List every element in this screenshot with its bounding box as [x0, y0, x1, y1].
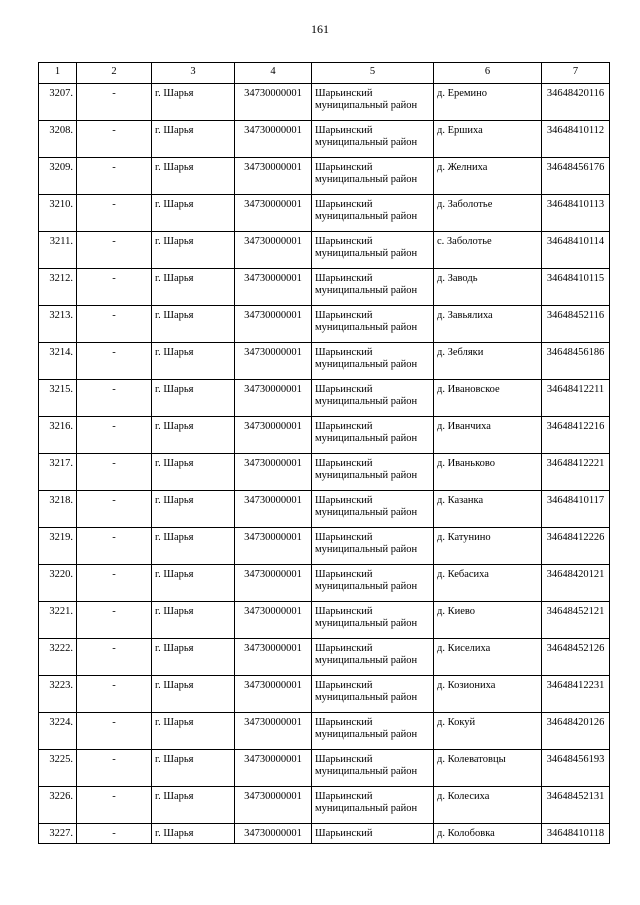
column-2-cell: -: [77, 787, 152, 824]
column-2-cell: -: [77, 491, 152, 528]
table-row: [39, 84, 610, 121]
column-2-cell: -: [77, 602, 152, 639]
settlement-cell: д. Ершиха: [434, 121, 542, 158]
city-cell: г. Шарья: [152, 454, 235, 491]
row-number-cell: 3215.: [39, 380, 77, 417]
oktmo-code-cell: 34730000001: [235, 676, 312, 713]
city-cell: г. Шарья: [152, 417, 235, 454]
oktmo-code-cell: 34730000001: [235, 343, 312, 380]
row-number-cell: 3207.: [39, 84, 77, 121]
row-number-cell: 3209.: [39, 158, 77, 195]
city-cell: г. Шарья: [152, 528, 235, 565]
column-2-cell: -: [77, 158, 152, 195]
oktmo-code-cell: 34730000001: [235, 380, 312, 417]
row-number-cell: 3211.: [39, 232, 77, 269]
okato-code-cell: 34648410114: [542, 232, 610, 269]
okato-code-cell: 34648410113: [542, 195, 610, 232]
district-cell: Шарьинский муниципальный район: [312, 269, 434, 306]
district-cell: Шарьинский муниципальный район: [312, 528, 434, 565]
oktmo-code-cell: 34730000001: [235, 121, 312, 158]
settlement-cell: д. Желниха: [434, 158, 542, 195]
city-cell: г. Шарья: [152, 343, 235, 380]
city-cell: г. Шарья: [152, 750, 235, 787]
okato-code-cell: 34648456193: [542, 750, 610, 787]
settlement-cell: д. Иванчиха: [434, 417, 542, 454]
column-header: 5: [312, 63, 434, 84]
city-cell: г. Шарья: [152, 380, 235, 417]
settlement-cell: д. Завьялиха: [434, 306, 542, 343]
table-row: [39, 491, 610, 528]
district-cell: Шарьинский муниципальный район: [312, 84, 434, 121]
registry-table: [38, 62, 610, 844]
okato-code-cell: 34648412231: [542, 676, 610, 713]
row-number-cell: 3218.: [39, 491, 77, 528]
table-row: [39, 158, 610, 195]
table-row: [39, 787, 610, 824]
district-cell: Шарьинский муниципальный район: [312, 787, 434, 824]
table-row: [39, 380, 610, 417]
city-cell: г. Шарья: [152, 121, 235, 158]
column-2-cell: -: [77, 121, 152, 158]
row-number-cell: 3212.: [39, 269, 77, 306]
oktmo-code-cell: 34730000001: [235, 565, 312, 602]
district-cell: Шарьинский муниципальный район: [312, 195, 434, 232]
city-cell: г. Шарья: [152, 84, 235, 121]
oktmo-code-cell: 34730000001: [235, 269, 312, 306]
row-number-cell: 3219.: [39, 528, 77, 565]
column-2-cell: -: [77, 528, 152, 565]
district-cell: Шарьинский муниципальный район: [312, 343, 434, 380]
city-cell: г. Шарья: [152, 269, 235, 306]
table-row: [39, 639, 610, 676]
oktmo-code-cell: 34730000001: [235, 491, 312, 528]
column-2-cell: -: [77, 306, 152, 343]
row-number-cell: 3213.: [39, 306, 77, 343]
city-cell: г. Шарья: [152, 565, 235, 602]
city-cell: г. Шарья: [152, 491, 235, 528]
city-cell: г. Шарья: [152, 602, 235, 639]
row-number-cell: 3220.: [39, 565, 77, 602]
settlement-cell: д. Колеватовцы: [434, 750, 542, 787]
oktmo-code-cell: 34730000001: [235, 306, 312, 343]
oktmo-code-cell: 34730000001: [235, 84, 312, 121]
oktmo-code-cell: 34730000001: [235, 454, 312, 491]
table-row: [39, 676, 610, 713]
settlement-cell: д. Катунино: [434, 528, 542, 565]
row-number-cell: 3223.: [39, 676, 77, 713]
column-header: 1: [39, 63, 77, 84]
page-number: 161: [311, 22, 329, 36]
table-row: [39, 121, 610, 158]
okato-code-cell: 34648410117: [542, 491, 610, 528]
table-row: [39, 232, 610, 269]
city-cell: г. Шарья: [152, 676, 235, 713]
table-body: [39, 84, 610, 844]
oktmo-code-cell: 34730000001: [235, 528, 312, 565]
district-cell: Шарьинский муниципальный район: [312, 639, 434, 676]
settlement-cell: д. Ивановское: [434, 380, 542, 417]
okato-code-cell: 34648456176: [542, 158, 610, 195]
settlement-cell: д. Иваньково: [434, 454, 542, 491]
oktmo-code-cell: 34730000001: [235, 639, 312, 676]
settlement-cell: д. Козиониха: [434, 676, 542, 713]
oktmo-code-cell: 34730000001: [235, 824, 312, 844]
table-row: [39, 269, 610, 306]
settlement-cell: д. Киселиха: [434, 639, 542, 676]
row-number-cell: 3226.: [39, 787, 77, 824]
table-row: [39, 713, 610, 750]
okato-code-cell: 34648420121: [542, 565, 610, 602]
table-row: [39, 454, 610, 491]
settlement-cell: д. Киево: [434, 602, 542, 639]
district-cell: Шарьинский муниципальный район: [312, 602, 434, 639]
table-row: [39, 602, 610, 639]
column-header: 7: [542, 63, 610, 84]
okato-code-cell: 34648412221: [542, 454, 610, 491]
column-2-cell: -: [77, 232, 152, 269]
settlement-cell: д. Колобовка: [434, 824, 542, 844]
table-header-row: [39, 63, 610, 84]
column-2-cell: -: [77, 380, 152, 417]
oktmo-code-cell: 34730000001: [235, 195, 312, 232]
row-number-cell: 3210.: [39, 195, 77, 232]
city-cell: г. Шарья: [152, 306, 235, 343]
column-header: 2: [77, 63, 152, 84]
district-cell: Шарьинский муниципальный район: [312, 565, 434, 602]
column-header: 3: [152, 63, 235, 84]
column-2-cell: -: [77, 343, 152, 380]
oktmo-code-cell: 34730000001: [235, 750, 312, 787]
table-row: [39, 417, 610, 454]
table-row: [39, 528, 610, 565]
table-row: [39, 750, 610, 787]
oktmo-code-cell: 34730000001: [235, 787, 312, 824]
settlement-cell: д. Казанка: [434, 491, 542, 528]
column-2-cell: -: [77, 454, 152, 491]
okato-code-cell: 34648412211: [542, 380, 610, 417]
okato-code-cell: 34648452116: [542, 306, 610, 343]
district-cell: Шарьинский муниципальный район: [312, 676, 434, 713]
row-number-cell: 3225.: [39, 750, 77, 787]
table-row: [39, 824, 610, 844]
table-row: [39, 306, 610, 343]
district-cell: Шарьинский муниципальный район: [312, 306, 434, 343]
column-2-cell: -: [77, 417, 152, 454]
district-cell: Шарьинский: [312, 824, 434, 844]
okato-code-cell: 34648456186: [542, 343, 610, 380]
okato-code-cell: 34648410118: [542, 824, 610, 844]
district-cell: Шарьинский муниципальный район: [312, 232, 434, 269]
row-number-cell: 3208.: [39, 121, 77, 158]
settlement-cell: д. Заболотье: [434, 195, 542, 232]
oktmo-code-cell: 34730000001: [235, 158, 312, 195]
district-cell: Шарьинский муниципальный район: [312, 454, 434, 491]
settlement-cell: д. Кокуй: [434, 713, 542, 750]
row-number-cell: 3214.: [39, 343, 77, 380]
city-cell: г. Шарья: [152, 639, 235, 676]
district-cell: Шарьинский муниципальный район: [312, 750, 434, 787]
settlement-cell: д. Кебасиха: [434, 565, 542, 602]
settlement-cell: д. Заводь: [434, 269, 542, 306]
district-cell: Шарьинский муниципальный район: [312, 713, 434, 750]
column-2-cell: -: [77, 269, 152, 306]
settlement-cell: д. Колесиха: [434, 787, 542, 824]
row-number-cell: 3217.: [39, 454, 77, 491]
column-2-cell: -: [77, 84, 152, 121]
district-cell: Шарьинский муниципальный район: [312, 417, 434, 454]
okato-code-cell: 34648452126: [542, 639, 610, 676]
city-cell: г. Шарья: [152, 713, 235, 750]
district-cell: Шарьинский муниципальный район: [312, 121, 434, 158]
okato-code-cell: 34648452121: [542, 602, 610, 639]
row-number-cell: 3224.: [39, 713, 77, 750]
okato-code-cell: 34648410112: [542, 121, 610, 158]
table-row: [39, 565, 610, 602]
table-row: [39, 343, 610, 380]
column-header: 6: [434, 63, 542, 84]
oktmo-code-cell: 34730000001: [235, 713, 312, 750]
column-2-cell: -: [77, 750, 152, 787]
row-number-cell: 3227.: [39, 824, 77, 844]
settlement-cell: д. Еремино: [434, 84, 542, 121]
column-2-cell: -: [77, 565, 152, 602]
column-2-cell: -: [77, 824, 152, 844]
district-cell: Шарьинский муниципальный район: [312, 380, 434, 417]
city-cell: г. Шарья: [152, 232, 235, 269]
column-2-cell: -: [77, 713, 152, 750]
settlement-cell: д. Зебляки: [434, 343, 542, 380]
table-row: [39, 195, 610, 232]
row-number-cell: 3221.: [39, 602, 77, 639]
okato-code-cell: 34648420116: [542, 84, 610, 121]
okato-code-cell: 34648420126: [542, 713, 610, 750]
row-number-cell: 3216.: [39, 417, 77, 454]
column-2-cell: -: [77, 676, 152, 713]
city-cell: г. Шарья: [152, 824, 235, 844]
row-number-cell: 3222.: [39, 639, 77, 676]
column-2-cell: -: [77, 639, 152, 676]
column-header: 4: [235, 63, 312, 84]
oktmo-code-cell: 34730000001: [235, 602, 312, 639]
district-cell: Шарьинский муниципальный район: [312, 491, 434, 528]
okato-code-cell: 34648452131: [542, 787, 610, 824]
city-cell: г. Шарья: [152, 158, 235, 195]
district-cell: Шарьинский муниципальный район: [312, 158, 434, 195]
okato-code-cell: 34648410115: [542, 269, 610, 306]
okato-code-cell: 34648412216: [542, 417, 610, 454]
oktmo-code-cell: 34730000001: [235, 232, 312, 269]
city-cell: г. Шарья: [152, 787, 235, 824]
oktmo-code-cell: 34730000001: [235, 417, 312, 454]
okato-code-cell: 34648412226: [542, 528, 610, 565]
column-2-cell: -: [77, 195, 152, 232]
settlement-cell: с. Заболотье: [434, 232, 542, 269]
city-cell: г. Шарья: [152, 195, 235, 232]
